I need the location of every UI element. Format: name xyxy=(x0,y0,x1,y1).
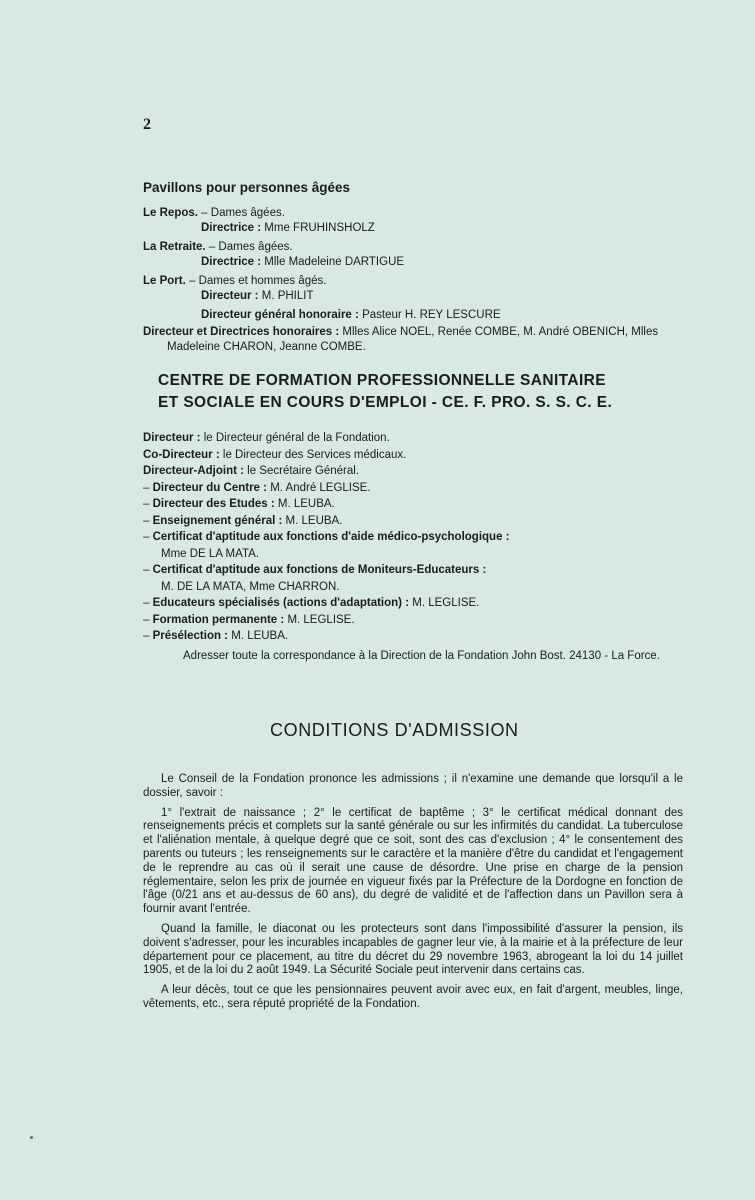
conditions-paragraph: Quand la famille, le diaconat ou les protecteurs sont dans l'impossibilité d'assurer la pension, ils doivent s'adresser, pour les incurables incapables de gagner leur vie, à la mairie et à la préfecture de leur département pour ce placement, au titre du décret du 29 novembre 1963, abrogeant la loi du 14 juillet 1905, et de la loi du 2 août 1949. La Sécurité Sociale peut intervenir dans certains cas. xyxy=(143,922,683,977)
pavillon-name: La Retraite. xyxy=(143,241,206,253)
pavillon-port-director xyxy=(143,289,683,304)
staff-role: Certificat d'aptitude aux fonctions de Moniteurs-Educateurs : xyxy=(152,564,487,576)
staff-role: Formation permanente : xyxy=(152,613,285,626)
pavillon-desc: – Dames et hommes âgés. xyxy=(189,275,327,287)
staff-role: Certificat d'aptitude aux fonctions d'aide médico-psychologique : xyxy=(152,531,510,543)
staff-item: – Formation permanente : M. LEGLISE. xyxy=(143,613,355,626)
role-label: Directrice : xyxy=(201,222,262,234)
directeur-general-honoraire xyxy=(143,308,683,323)
staff-role: Enseignement général : xyxy=(152,514,283,527)
title-line-1: CENTRE DE FORMATION PROFESSIONNELLE SANITAIRE xyxy=(158,372,606,389)
staff-person: le Directeur des Services médicaux. xyxy=(222,448,407,461)
staff-item xyxy=(143,447,683,464)
person-name: Mlle Madeleine DARTIGUE xyxy=(264,256,405,268)
staff-person: M. LEGLISE. xyxy=(412,597,480,609)
pavillon-port xyxy=(143,274,683,289)
staff-role: Directeur du Centre : xyxy=(152,481,267,494)
staff-person: le Secrétaire Général. xyxy=(247,465,360,477)
pavillon-name: Le Port. xyxy=(143,275,186,287)
conditions-body xyxy=(143,773,683,1018)
staff-role: Présélection : xyxy=(152,630,229,642)
pavillon-repos-director xyxy=(143,221,683,236)
staff-item: – Certificat d'aptitude aux fonctions d'aide médico-psychologique : Mme DE LA MATA. xyxy=(143,529,683,562)
person-name: Mme FRUHINSHOLZ xyxy=(264,222,375,234)
staff-person: M. DE LA MATA, Mme CHARRON. xyxy=(161,580,340,593)
pavillons-heading: Pavillons pour personnes âgées xyxy=(143,180,351,195)
staff-person: le Directeur général de la Fondation. xyxy=(203,432,390,444)
staff-person: M. LEUBA. xyxy=(231,630,289,642)
role-label: Directeur général honoraire : xyxy=(201,309,359,321)
staff-person: M. LEUBA. xyxy=(277,498,335,510)
staff-role: Directeur : xyxy=(143,432,201,444)
correspondence-note: Adresser toute la correspondance à la Direction de la Fondation John Bost. 24130 - La Force. xyxy=(183,649,660,662)
staff-person: M. LEGLISE. xyxy=(287,613,355,626)
staff-item xyxy=(143,463,683,480)
staff-person: M. LEUBA. xyxy=(285,514,343,527)
role-label: Directeur : xyxy=(201,290,259,302)
staff-item: – Présélection : M. LEUBA. xyxy=(143,630,289,642)
conditions-paragraph: Le Conseil de la Fondation prononce les admissions ; il n'examine une demande que lorsqu'il a le dossier, savoir : xyxy=(143,773,683,799)
centre-formation-title xyxy=(158,370,658,414)
staff-role: Educateurs spécialisés (actions d'adaptation) : xyxy=(152,597,410,609)
pavillon-desc: – Dames âgées. xyxy=(208,241,293,253)
pavillon-name: Le Repos. xyxy=(143,207,198,219)
page-number: 2 xyxy=(143,116,151,133)
title-line-2: ET SOCIALE EN COURS D'EMPLOI - CE. F. PRO. S. S. C. E. xyxy=(158,394,613,411)
pavillon-retraite-director xyxy=(143,255,683,270)
staff-item: – Directeur du Centre : M. André LEGLISE. xyxy=(143,481,371,494)
staff-person: M. André LEGLISE. xyxy=(270,481,371,494)
person-name: M. PHILIT xyxy=(261,290,314,302)
staff-role: Co-Directeur : xyxy=(143,448,220,461)
pavillon-repos xyxy=(143,206,683,221)
staff-item: – Certificat d'aptitude aux fonctions de Moniteurs-Educateurs : M. DE LA MATA, Mme CHARRON. xyxy=(143,562,683,595)
directeurs-honoraires xyxy=(143,325,683,355)
pavillon-retraite xyxy=(143,240,683,255)
staff-role: Directeur-Adjoint : xyxy=(143,465,244,477)
role-label: Directrice : xyxy=(201,256,262,268)
paper-speck xyxy=(30,1136,33,1139)
staff-item: – Enseignement général : M. LEUBA. xyxy=(143,514,343,527)
role-label: Directeur et Directrices honoraires : xyxy=(143,326,340,338)
staff-person: Mme DE LA MATA. xyxy=(161,547,259,560)
pavillon-desc: – Dames âgées. xyxy=(201,207,285,219)
staff-item: – Directeur des Etudes : M. LEUBA. xyxy=(143,498,335,510)
conditions-title: CONDITIONS D'ADMISSION xyxy=(270,720,519,740)
staff-item: – Educateurs spécialisés (actions d'adaptation) : M. LEGLISE. xyxy=(143,597,480,609)
conditions-paragraph: 1° l'extrait de naissance ; 2° le certificat de baptême ; 3° le certificat médical donnant des renseignements précis et complets sur la santé générale ou sur les infirmités du candidat. La tuberculose et l'aliénation mentale, à quelque degré que ce soit, sont des cas d'exclusion ; 4° le consentement des parents ou tuteurs ; les renseignements sur le caractère et la manière d'être du candidat et l'engagement de le reprendre au cas où il serait une cause de désordre. Une prise en charge de la pension réglementaire, selon les prix de journée en vigueur fixés par la Préfecture de la Dordogne en fonction de l'âge (0/21 ans et au-dessus de 60 ans), du degré de validité et de l'affection dans un Pavillon sera à fournir avant l'entrée. xyxy=(143,806,683,916)
conditions-paragraph: A leur décès, tout ce que les pensionnaires peuvent avoir avec eux, en fait d'argent, meubles, linge, vêtements, etc., sera réputé propriété de la Fondation. xyxy=(143,984,683,1010)
person-name: Pasteur H. REY LESCURE xyxy=(362,309,501,321)
pavillons-section xyxy=(143,180,683,355)
staff-role: Directeur des Etudes : xyxy=(152,498,275,510)
staff-item xyxy=(143,430,683,447)
person-names: Mlles Alice NOEL, Renée COMBE, M. André OBENICH, Mlles Madeleine CHARON, Jeanne COMBE. xyxy=(167,326,659,353)
centre-staff-list xyxy=(143,430,683,663)
